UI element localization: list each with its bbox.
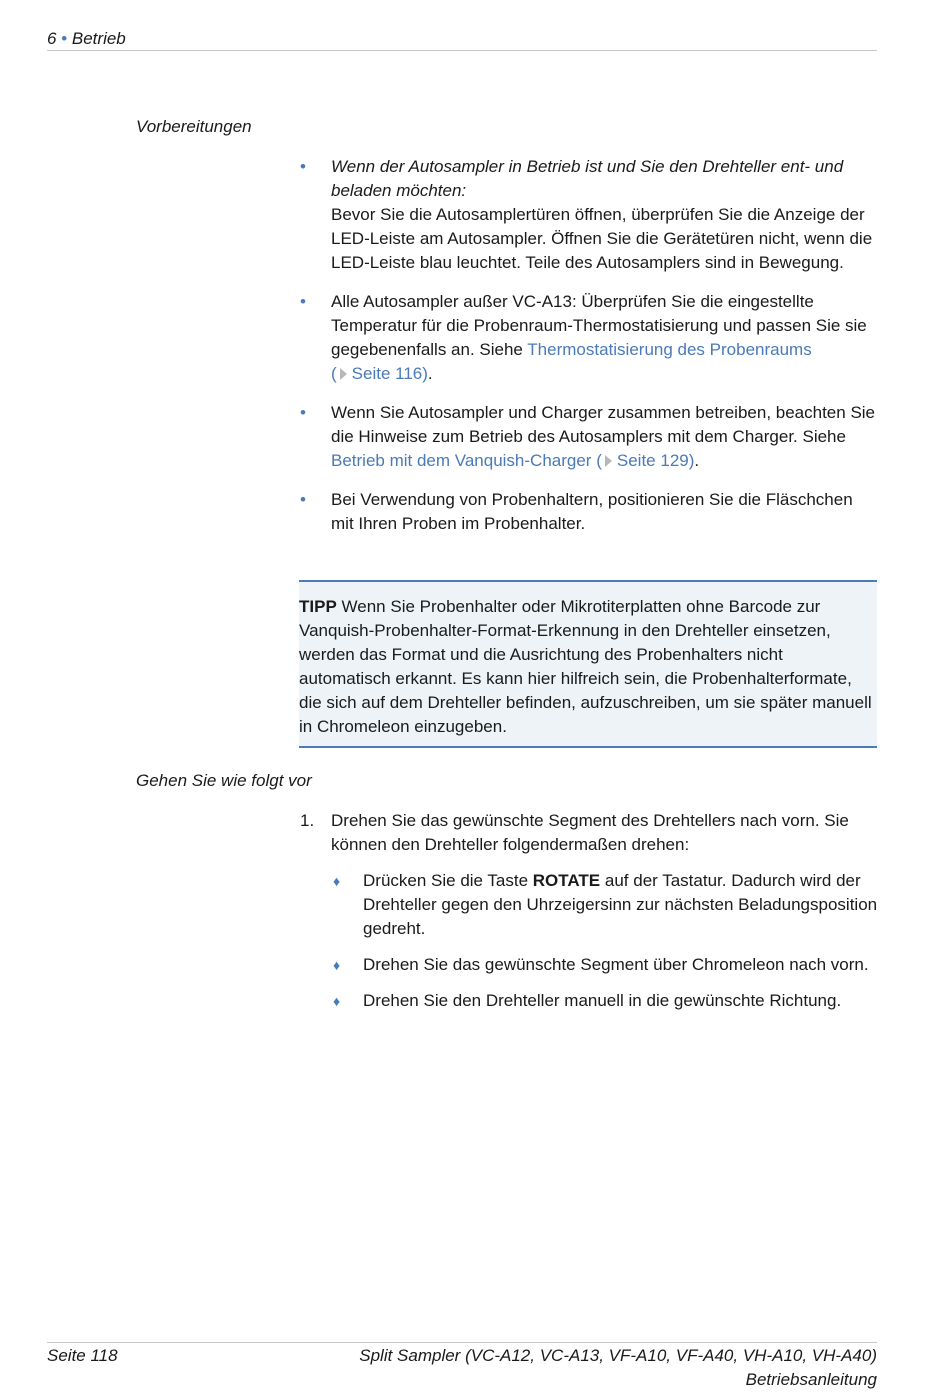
link-paren: (	[331, 364, 337, 383]
list-item	[300, 290, 878, 386]
diamond-bullet-icon: ♦	[333, 957, 341, 973]
chapter-separator-dot: •	[61, 29, 68, 48]
page-reference-link[interactable]	[331, 364, 428, 383]
chapter-number: 6	[47, 29, 57, 48]
page-header	[47, 28, 877, 51]
key-name: ROTATE	[532, 871, 601, 890]
sub-list-item	[331, 869, 878, 941]
preparations-list	[300, 155, 878, 551]
tip-label: TIPP	[299, 597, 337, 616]
cross-reference-link[interactable]: Betrieb mit dem Vanquish-Charger	[331, 451, 592, 470]
sub-list-item	[331, 953, 878, 977]
cross-reference-link[interactable]: Thermostatisierung des Probenraums	[527, 340, 812, 359]
list-item	[300, 488, 878, 536]
footer-document-info	[317, 1344, 877, 1392]
play-triangle-icon	[605, 455, 612, 467]
bullet-icon: •	[300, 403, 306, 422]
footer-divider	[47, 1342, 877, 1343]
diamond-bullet-icon: ♦	[333, 873, 341, 889]
procedure-heading: Gehen Sie wie folgt vor	[136, 771, 312, 790]
bullet-text: Bevor Sie die Autosamplertüren öffnen, überprüfen Sie die Anzeige der LED-Leiste am Autosampler. Öffnen Sie die Gerätetüren nicht, wenn die LED-Leiste blau leuchtet. Teile des Autosamplers sind in Bewegung.	[331, 205, 873, 272]
step-text: Drehen Sie das gewünschte Segment des Drehtellers nach vorn. Sie können den Drehteller folgendermaßen drehen:	[331, 811, 849, 854]
sub-text-pre: Drehen Sie das gewünschte Segment über Chromeleon nach vorn.	[363, 955, 869, 974]
bullet-trail: .	[427, 364, 433, 383]
tip-text: Wenn Sie Probenhalter oder Mikrotiterplatten ohne Barcode zur Vanquish-Probenhalter-Format-Erkennung in den Drehteller einsetzen, werden das Format und die Ausrichtung des Probenhalters nicht automatisch erkannt. Es kann hier hilfreich sein, die Probenhalterformate, die sich auf dem Drehteller befinden, aufzuschreiben, um sie später manuell in Chromeleon einzugeben.	[299, 597, 872, 736]
footer-product: Split Sampler (VC-A12, VC-A13, VF-A10, VF-A40, VH-A10, VH-A40)	[359, 1346, 877, 1365]
step-item	[300, 809, 878, 1013]
bullet-text: Bei Verwendung von Probenhaltern, positionieren Sie die Fläschchen mit Ihren Proben im Probenhalter.	[331, 490, 853, 533]
sub-text-pre: Drücken Sie die Taste	[363, 871, 533, 890]
bullet-lead: Wenn der Autosampler in Betrieb ist und Sie den Drehteller ent- und beladen möchten:	[331, 157, 844, 200]
list-item	[300, 155, 878, 275]
page-reference-link[interactable]	[596, 451, 694, 470]
link-page: Seite 116)	[351, 364, 428, 383]
sub-text-post: auf der Tastatur. Dadurch wird der Drehteller gegen den Uhrzeigersinn zur nächsten Beladungsposition gedreht.	[363, 871, 878, 938]
chapter-title: Betrieb	[71, 29, 126, 48]
play-triangle-icon	[340, 368, 347, 380]
bullet-icon: •	[300, 157, 306, 176]
link-page: Seite 129)	[616, 451, 695, 470]
diamond-bullet-icon: ♦	[333, 993, 341, 1009]
sub-list-item	[331, 989, 878, 1013]
bullet-icon: •	[300, 490, 306, 509]
footer-page-number: Seite 118	[47, 1346, 118, 1365]
sub-text-pre: Drehen Sie den Drehteller manuell in die gewünschte Richtung.	[363, 991, 842, 1010]
bullet-icon: •	[300, 292, 306, 311]
step-number: 1.	[300, 811, 315, 830]
bullet-text: Wenn Sie Autosampler und Charger zusammen betreiben, beachten Sie die Hinweise zum Betrieb des Autosamplers mit dem Charger. Siehe	[331, 403, 876, 446]
procedure-steps	[300, 809, 878, 1025]
preparations-heading: Vorbereitungen	[136, 117, 252, 136]
footer-doc-type: Betriebsanleitung	[745, 1370, 877, 1389]
tip-box	[299, 580, 877, 748]
link-paren: (	[596, 451, 602, 470]
list-item	[300, 401, 878, 473]
bullet-trail: .	[694, 451, 700, 470]
bullet-text: Alle Autosampler außer VC-A13: Überprüfen Sie die eingestellte Temperatur für die Probenraum-Thermostatisierung und passen Sie sie gegebenenfalls an. Siehe	[331, 292, 867, 359]
